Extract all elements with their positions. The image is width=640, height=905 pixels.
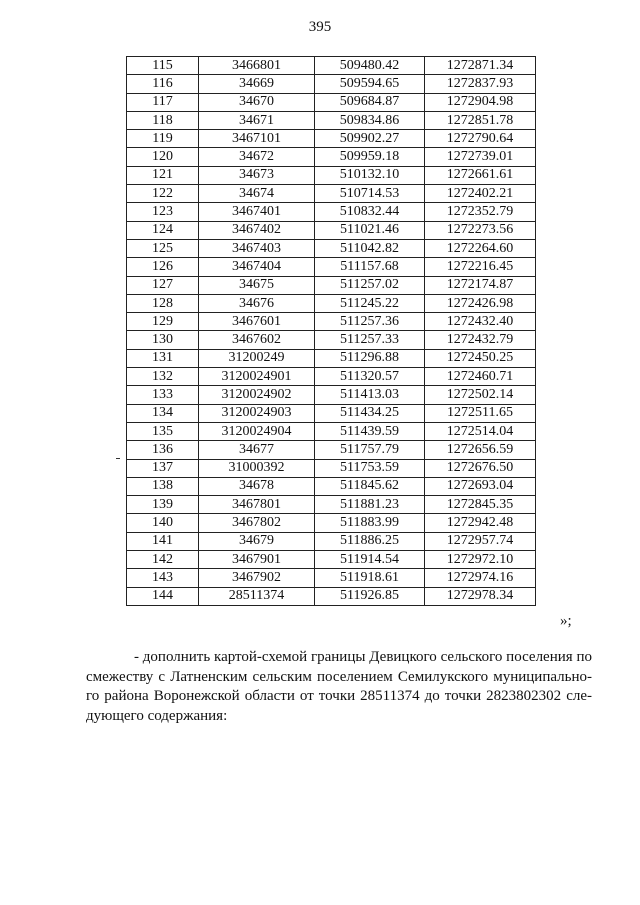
point-id-cell: 3467403: [199, 239, 315, 257]
x-coordinate-cell: 510714.53: [315, 185, 425, 203]
paragraph-line: дующего содержания:: [86, 707, 228, 724]
x-coordinate-cell: 511296.88: [315, 349, 425, 367]
table-row: [127, 294, 536, 312]
y-coordinate-cell: 1272174.87: [425, 276, 536, 294]
point-id-cell: 34674: [199, 185, 315, 203]
table-row: [127, 587, 536, 605]
x-coordinate-cell: 511257.02: [315, 276, 425, 294]
table-row: [127, 276, 536, 294]
x-coordinate-cell: 510832.44: [315, 203, 425, 221]
row-number-cell: 121: [127, 166, 199, 184]
x-coordinate-cell: 511886.25: [315, 532, 425, 550]
row-number-cell: 140: [127, 514, 199, 532]
table-row: [127, 441, 536, 459]
y-coordinate-cell: 1272514.04: [425, 422, 536, 440]
page-number: 395: [308, 19, 332, 35]
x-coordinate-cell: 511021.46: [315, 221, 425, 239]
row-number-cell: 131: [127, 349, 199, 367]
x-coordinate-cell: 511926.85: [315, 587, 425, 605]
y-coordinate-cell: 1272974.16: [425, 569, 536, 587]
row-number-cell: 124: [127, 221, 199, 239]
row-number-cell: 128: [127, 294, 199, 312]
x-coordinate-cell: 511881.23: [315, 496, 425, 514]
y-coordinate-cell: 1272693.04: [425, 477, 536, 495]
x-coordinate-cell: 509902.27: [315, 130, 425, 148]
x-coordinate-cell: 509684.87: [315, 93, 425, 111]
paragraph-line: го района Воронежской области от точки 28511374 до точки 2823802302 сле-: [86, 688, 592, 704]
coordinates-table: [126, 56, 536, 606]
table-row: [127, 331, 536, 349]
y-coordinate-cell: 1272972.10: [425, 551, 536, 569]
table-row: [127, 496, 536, 514]
point-id-cell: 28511374: [199, 587, 315, 605]
y-coordinate-cell: 1272904.98: [425, 93, 536, 111]
point-id-cell: 3467404: [199, 258, 315, 276]
y-coordinate-cell: 1272978.34: [425, 587, 536, 605]
point-id-cell: 3467401: [199, 203, 315, 221]
table-row: [127, 569, 536, 587]
table-row: [127, 57, 536, 75]
table-row: [127, 477, 536, 495]
point-id-cell: 3467902: [199, 569, 315, 587]
y-coordinate-cell: 1272352.79: [425, 203, 536, 221]
point-id-cell: 3467901: [199, 551, 315, 569]
row-number-cell: 139: [127, 496, 199, 514]
row-number-cell: 144: [127, 587, 199, 605]
y-coordinate-cell: 1272739.01: [425, 148, 536, 166]
row-number-cell: 115: [127, 57, 199, 75]
row-number-cell: 132: [127, 368, 199, 386]
row-number-cell: 123: [127, 203, 199, 221]
point-id-cell: 3467101: [199, 130, 315, 148]
row-number-cell: 127: [127, 276, 199, 294]
y-coordinate-cell: 1272402.21: [425, 185, 536, 203]
x-coordinate-cell: 511257.36: [315, 313, 425, 331]
table-row: [127, 404, 536, 422]
x-coordinate-cell: 511753.59: [315, 459, 425, 477]
point-id-cell: 34673: [199, 166, 315, 184]
row-number-cell: 142: [127, 551, 199, 569]
x-coordinate-cell: 511320.57: [315, 368, 425, 386]
x-coordinate-cell: 509834.86: [315, 111, 425, 129]
y-coordinate-cell: 1272432.79: [425, 331, 536, 349]
row-number-cell: 134: [127, 404, 199, 422]
y-coordinate-cell: 1272837.93: [425, 75, 536, 93]
point-id-cell: 3120024901: [199, 368, 315, 386]
table-row: [127, 368, 536, 386]
row-number-cell: 143: [127, 569, 199, 587]
point-id-cell: 3466801: [199, 57, 315, 75]
table-row: [127, 459, 536, 477]
table-row: [127, 111, 536, 129]
row-number-cell: 138: [127, 477, 199, 495]
row-number-cell: 141: [127, 532, 199, 550]
table-row: [127, 75, 536, 93]
row-number-cell: 130: [127, 331, 199, 349]
y-coordinate-cell: 1272871.34: [425, 57, 536, 75]
x-coordinate-cell: 510132.10: [315, 166, 425, 184]
row-number-cell: 120: [127, 148, 199, 166]
stray-mark: [116, 458, 120, 459]
y-coordinate-cell: 1272511.65: [425, 404, 536, 422]
point-id-cell: 34678: [199, 477, 315, 495]
row-number-cell: 119: [127, 130, 199, 148]
point-id-cell: 3120024904: [199, 422, 315, 440]
table-row: [127, 551, 536, 569]
table-row: [127, 532, 536, 550]
x-coordinate-cell: 511157.68: [315, 258, 425, 276]
row-number-cell: 118: [127, 111, 199, 129]
x-coordinate-cell: 511914.54: [315, 551, 425, 569]
x-coordinate-cell: 511257.33: [315, 331, 425, 349]
y-coordinate-cell: 1272851.78: [425, 111, 536, 129]
table-row: [127, 514, 536, 532]
y-coordinate-cell: 1272790.64: [425, 130, 536, 148]
x-coordinate-cell: 509594.65: [315, 75, 425, 93]
y-coordinate-cell: 1272502.14: [425, 386, 536, 404]
point-id-cell: 3467601: [199, 313, 315, 331]
table-row: [127, 386, 536, 404]
x-coordinate-cell: 511245.22: [315, 294, 425, 312]
table-row: [127, 185, 536, 203]
row-number-cell: 133: [127, 386, 199, 404]
y-coordinate-cell: 1272661.61: [425, 166, 536, 184]
x-coordinate-cell: 509959.18: [315, 148, 425, 166]
row-number-cell: 137: [127, 459, 199, 477]
x-coordinate-cell: 511439.59: [315, 422, 425, 440]
y-coordinate-cell: 1272450.25: [425, 349, 536, 367]
y-coordinate-cell: 1272460.71: [425, 368, 536, 386]
table-row: [127, 130, 536, 148]
y-coordinate-cell: 1272676.50: [425, 459, 536, 477]
x-coordinate-cell: 509480.42: [315, 57, 425, 75]
closing-quote-mark: »;: [560, 613, 572, 629]
point-id-cell: 3467602: [199, 331, 315, 349]
point-id-cell: 3467402: [199, 221, 315, 239]
x-coordinate-cell: 511413.03: [315, 386, 425, 404]
paragraph-line: - дополнить картой-схемой границы Девицкого сельского поселения по: [134, 649, 592, 665]
row-number-cell: 116: [127, 75, 199, 93]
point-id-cell: 34676: [199, 294, 315, 312]
y-coordinate-cell: 1272845.35: [425, 496, 536, 514]
y-coordinate-cell: 1272216.45: [425, 258, 536, 276]
row-number-cell: 125: [127, 239, 199, 257]
point-id-cell: 34675: [199, 276, 315, 294]
table-row: [127, 203, 536, 221]
point-id-cell: 3120024902: [199, 386, 315, 404]
x-coordinate-cell: 511883.99: [315, 514, 425, 532]
point-id-cell: 34672: [199, 148, 315, 166]
row-number-cell: 117: [127, 93, 199, 111]
coordinates-table-body: [127, 57, 536, 606]
y-coordinate-cell: 1272273.56: [425, 221, 536, 239]
y-coordinate-cell: 1272264.60: [425, 239, 536, 257]
point-id-cell: 3120024903: [199, 404, 315, 422]
row-number-cell: 135: [127, 422, 199, 440]
x-coordinate-cell: 511434.25: [315, 404, 425, 422]
point-id-cell: 3467801: [199, 496, 315, 514]
y-coordinate-cell: 1272432.40: [425, 313, 536, 331]
table-row: [127, 148, 536, 166]
x-coordinate-cell: 511042.82: [315, 239, 425, 257]
table-row: [127, 258, 536, 276]
point-id-cell: 34679: [199, 532, 315, 550]
point-id-cell: 34677: [199, 441, 315, 459]
point-id-cell: 34670: [199, 93, 315, 111]
x-coordinate-cell: 511757.79: [315, 441, 425, 459]
table-row: [127, 239, 536, 257]
table-row: [127, 93, 536, 111]
paragraph-line: смежеству с Латненским сельским поселением Семилукского муниципально-: [86, 668, 592, 685]
y-coordinate-cell: 1272957.74: [425, 532, 536, 550]
point-id-cell: 31200249: [199, 349, 315, 367]
y-coordinate-cell: 1272656.59: [425, 441, 536, 459]
point-id-cell: 3467802: [199, 514, 315, 532]
table-row: [127, 221, 536, 239]
row-number-cell: 122: [127, 185, 199, 203]
point-id-cell: 34671: [199, 111, 315, 129]
y-coordinate-cell: 1272942.48: [425, 514, 536, 532]
table-row: [127, 349, 536, 367]
row-number-cell: 126: [127, 258, 199, 276]
x-coordinate-cell: 511918.61: [315, 569, 425, 587]
table-row: [127, 422, 536, 440]
row-number-cell: 136: [127, 441, 199, 459]
row-number-cell: 129: [127, 313, 199, 331]
y-coordinate-cell: 1272426.98: [425, 294, 536, 312]
table-row: [127, 166, 536, 184]
point-id-cell: 31000392: [199, 459, 315, 477]
point-id-cell: 34669: [199, 75, 315, 93]
amendment-paragraph: [86, 648, 592, 726]
table-row: [127, 313, 536, 331]
x-coordinate-cell: 511845.62: [315, 477, 425, 495]
